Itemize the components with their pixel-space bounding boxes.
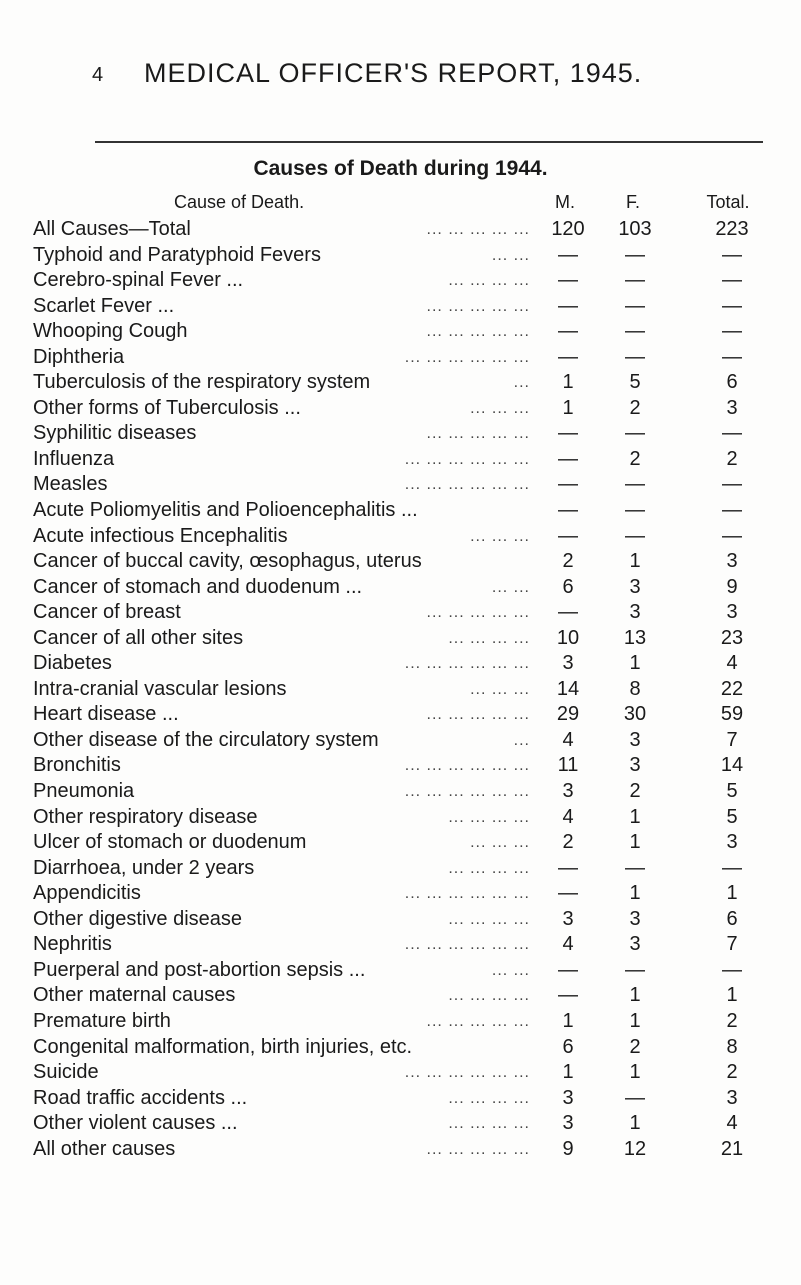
row-cause: Premature birth [33, 1009, 171, 1032]
row-male-count: 29 [556, 703, 580, 726]
row-female-count: 3 [629, 933, 641, 956]
row-male-count: 2 [562, 550, 574, 573]
row-female-count: 2 [629, 447, 641, 470]
row-male-count: 3 [562, 1112, 574, 1135]
row-cause: Cancer of stomach and duodenum ... [33, 575, 363, 598]
row-male-count: 2 [562, 831, 574, 854]
row-cause: Bronchitis [33, 754, 121, 777]
row-total-count: 6 [726, 907, 738, 930]
row-leader-dots: ... ... ... ... ... ... [404, 936, 530, 954]
row-female-count: — [625, 856, 645, 879]
row-total-count: — [722, 243, 742, 266]
row-cause: Typhoid and Paratyphoid Fevers [33, 243, 321, 266]
row-female-count: — [625, 320, 645, 343]
row-male-count: 14 [556, 677, 580, 700]
row-total-count: 5 [726, 805, 738, 828]
row-total-count: 223 [715, 218, 749, 240]
row-total-count: — [722, 856, 742, 879]
row-total-count: 1 [726, 984, 738, 1007]
row-cause: Syphilitic diseases [33, 422, 197, 445]
row-leader-dots: ... ... ... ... [448, 910, 530, 928]
row-cause: Scarlet Fever ... [33, 294, 175, 317]
row-male-count: 120 [551, 218, 585, 240]
table-row [0, 345, 801, 371]
row-male-count: 9 [562, 1137, 574, 1160]
row-total-count: 6 [726, 371, 738, 394]
table-row [0, 830, 801, 856]
table-row [0, 881, 801, 907]
row-cause: Acute Poliomyelitis and Polioencephalitis ... [33, 499, 418, 522]
row-male-count: 3 [562, 907, 574, 930]
row-cause: Suicide [33, 1061, 99, 1084]
row-leader-dots: ... ... ... ... ... ... [404, 885, 530, 903]
row-leader-dots: ... ... ... ... [448, 859, 530, 877]
row-cause: Cancer of buccal cavity, œsophagus, uterus [33, 550, 422, 573]
causes-table-body [0, 217, 801, 1162]
row-leader-dots: ... ... ... ... ... [426, 604, 530, 622]
table-row [0, 549, 801, 575]
row-leader-dots: ... ... ... ... ... [426, 425, 530, 443]
row-leader-dots: ... ... ... ... ... [426, 323, 530, 341]
table-row [0, 677, 801, 703]
row-female-count: 5 [629, 371, 641, 394]
row-leader-dots: ... ... ... ... ... [426, 1012, 530, 1030]
row-female-count: 13 [623, 626, 647, 649]
table-row [0, 1035, 801, 1061]
row-female-count: 2 [629, 396, 641, 419]
row-leader-dots: ... ... ... [470, 680, 530, 698]
row-male-count: 4 [562, 933, 574, 956]
row-cause: Other violent causes ... [33, 1112, 238, 1135]
row-leader-dots: ... ... ... ... ... ... [404, 783, 530, 801]
row-total-count: 7 [726, 728, 738, 751]
row-female-count: — [625, 345, 645, 368]
row-leader-dots: ... ... ... ... ... [426, 1140, 530, 1158]
row-leader-dots: ... ... ... [470, 834, 530, 852]
row-cause: Other respiratory disease [33, 805, 258, 828]
row-leader-dots: ... ... ... ... ... ... [404, 1064, 530, 1082]
row-cause: Road traffic accidents ... [33, 1086, 248, 1109]
row-male-count: 1 [562, 1061, 574, 1084]
row-total-count: 23 [720, 626, 744, 649]
table-row [0, 805, 801, 831]
row-male-count: 10 [556, 626, 580, 649]
row-male-count: — [558, 473, 578, 496]
table-row [0, 1111, 801, 1137]
row-leader-dots: ... ... ... ... [448, 808, 530, 826]
row-male-count: — [558, 269, 578, 292]
table-row [0, 626, 801, 652]
row-female-count: 3 [629, 907, 641, 930]
row-cause: Other maternal causes [33, 984, 236, 1007]
row-leader-dots: ... ... ... ... ... ... [404, 348, 530, 366]
row-leader-dots: ... ... ... [470, 527, 530, 545]
row-cause: All other causes [33, 1137, 176, 1160]
row-male-count: 6 [562, 575, 574, 598]
row-cause: Tuberculosis of the respiratory system [33, 371, 371, 394]
row-leader-dots: ... ... [491, 578, 530, 596]
row-male-count: 3 [562, 780, 574, 803]
row-leader-dots: ... ... ... ... [448, 629, 530, 647]
row-total-count: — [722, 345, 742, 368]
row-cause: Heart disease ... [33, 703, 179, 726]
row-female-count: 3 [629, 575, 641, 598]
table-row [0, 217, 801, 243]
row-male-count: — [558, 243, 578, 266]
table-row [0, 779, 801, 805]
row-female-count: — [625, 1086, 645, 1109]
table-row [0, 268, 801, 294]
row-total-count: — [722, 473, 742, 496]
row-male-count: — [558, 984, 578, 1007]
table-row [0, 472, 801, 498]
row-leader-dots: ... [513, 374, 530, 392]
table-row [0, 600, 801, 626]
row-cause: Other disease of the circulatory system [33, 728, 379, 751]
page-number: 4 [92, 64, 104, 86]
row-total-count: — [722, 294, 742, 317]
row-cause: Intra-cranial vascular lesions [33, 677, 287, 700]
row-female-count: 12 [623, 1137, 647, 1160]
row-cause: Appendicitis [33, 882, 141, 905]
row-cause: Diarrhoea, under 2 years [33, 856, 255, 879]
table-header-row [0, 192, 801, 216]
row-female-count: 3 [629, 728, 641, 751]
row-total-count: — [722, 958, 742, 981]
table-row [0, 728, 801, 754]
row-cause: Whooping Cough [33, 320, 188, 343]
table-row [0, 958, 801, 984]
row-male-count: 6 [562, 1035, 574, 1058]
row-male-count: — [558, 345, 578, 368]
row-female-count: 3 [629, 601, 641, 624]
row-male-count: — [558, 958, 578, 981]
table-row [0, 370, 801, 396]
row-cause: Influenza [33, 447, 115, 470]
row-cause: All Causes—Total [33, 218, 191, 240]
row-cause: Congenital malformation, birth injuries, etc. [33, 1035, 413, 1058]
row-cause: Diphtheria [33, 345, 125, 368]
table-row [0, 1086, 801, 1112]
row-female-count: — [625, 958, 645, 981]
row-total-count: 21 [720, 1137, 744, 1160]
row-total-count: 59 [720, 703, 744, 726]
row-female-count: 3 [629, 754, 641, 777]
row-leader-dots: ... ... ... ... [448, 987, 530, 1005]
row-leader-dots: ... ... ... [470, 399, 530, 417]
row-male-count: — [558, 320, 578, 343]
row-total-count: 3 [726, 601, 738, 624]
table-row [0, 1009, 801, 1035]
row-male-count: 1 [562, 371, 574, 394]
row-male-count: 1 [562, 396, 574, 419]
table-row [0, 983, 801, 1009]
row-total-count: 3 [726, 1086, 738, 1109]
table-row [0, 294, 801, 320]
table-row [0, 856, 801, 882]
row-female-count: — [625, 499, 645, 522]
row-female-count: 2 [629, 780, 641, 803]
table-row [0, 702, 801, 728]
row-female-count: 1 [629, 984, 641, 1007]
row-male-count: — [558, 499, 578, 522]
row-female-count: 1 [629, 882, 641, 905]
row-leader-dots: ... ... [491, 246, 530, 264]
row-total-count: — [722, 524, 742, 547]
row-leader-dots: ... ... ... ... ... ... [404, 476, 530, 494]
table-row [0, 421, 801, 447]
row-female-count: — [625, 294, 645, 317]
row-total-count: 2 [726, 1009, 738, 1032]
row-leader-dots: ... [513, 731, 530, 749]
row-total-count: — [722, 320, 742, 343]
row-female-count: 103 [618, 218, 652, 240]
row-female-count: 1 [629, 805, 641, 828]
header-cause: Cause of Death. [174, 192, 305, 212]
header-total: Total. [706, 192, 750, 212]
row-female-count: — [625, 269, 645, 292]
row-total-count: 14 [720, 754, 744, 777]
row-total-count: 3 [726, 396, 738, 419]
row-male-count: — [558, 856, 578, 879]
header-male: M. [555, 192, 575, 212]
table-row [0, 1060, 801, 1086]
row-total-count: — [722, 269, 742, 292]
table-row [0, 575, 801, 601]
table-row [0, 243, 801, 269]
row-cause: Other forms of Tuberculosis ... [33, 396, 301, 419]
row-male-count: — [558, 882, 578, 905]
row-female-count: — [625, 524, 645, 547]
row-male-count: — [558, 447, 578, 470]
row-male-count: 11 [557, 754, 579, 777]
row-cause: Cerebro-spinal Fever ... [33, 269, 244, 292]
row-cause: Cancer of breast [33, 601, 181, 624]
row-female-count: 1 [629, 550, 641, 573]
table-row [0, 396, 801, 422]
table-row [0, 651, 801, 677]
row-total-count: 22 [720, 677, 744, 700]
row-cause: Puerperal and post-abortion sepsis ... [33, 958, 366, 981]
row-cause: Acute infectious Encephalitis [33, 524, 288, 547]
row-female-count: 1 [629, 831, 641, 854]
row-total-count: 2 [726, 1061, 738, 1084]
row-cause: Pneumonia [33, 780, 135, 803]
row-leader-dots: ... ... ... ... ... ... [404, 655, 530, 673]
row-male-count: — [558, 422, 578, 445]
row-leader-dots: ... ... ... ... ... ... [404, 450, 530, 468]
row-total-count: 3 [726, 550, 738, 573]
row-total-count: 5 [726, 780, 738, 803]
row-male-count: — [558, 524, 578, 547]
row-male-count: 4 [562, 728, 574, 751]
row-total-count: 2 [726, 447, 738, 470]
row-female-count: — [625, 243, 645, 266]
row-cause: Measles [33, 473, 108, 496]
row-female-count: 2 [629, 1035, 641, 1058]
table-title: Causes of Death during 1944. [253, 157, 548, 180]
row-cause: Other digestive disease [33, 907, 243, 930]
row-cause: Nephritis [33, 933, 112, 956]
row-male-count: — [558, 601, 578, 624]
row-male-count: 4 [562, 805, 574, 828]
table-row [0, 447, 801, 473]
table-row [0, 1137, 801, 1163]
table-row [0, 524, 801, 550]
row-leader-dots: ... ... ... ... ... ... [404, 757, 530, 775]
header-female: F. [625, 192, 640, 212]
row-female-count: 8 [629, 677, 641, 700]
row-leader-dots: ... ... ... ... [448, 1115, 530, 1133]
row-female-count: — [625, 473, 645, 496]
row-total-count: 1 [726, 882, 738, 905]
row-female-count: 1 [629, 1112, 641, 1135]
row-leader-dots: ... ... ... ... ... [426, 297, 530, 315]
row-total-count: 8 [726, 1035, 738, 1058]
running-head: MEDICAL OFFICER'S REPORT, 1945. [144, 58, 643, 88]
row-leader-dots: ... ... ... ... [448, 272, 530, 290]
row-male-count: 3 [562, 652, 574, 675]
row-leader-dots: ... ... ... ... ... [426, 221, 530, 238]
table-row [0, 753, 801, 779]
table-row [0, 932, 801, 958]
row-female-count: 30 [623, 703, 647, 726]
row-female-count: 1 [629, 652, 641, 675]
row-male-count: 1 [562, 1009, 574, 1032]
row-total-count: 3 [726, 831, 738, 854]
row-cause: Cancer of all other sites [33, 626, 244, 649]
row-total-count: 7 [726, 933, 738, 956]
row-female-count: — [625, 422, 645, 445]
table-row [0, 319, 801, 345]
row-total-count: 4 [726, 652, 738, 675]
row-male-count: 3 [562, 1086, 574, 1109]
row-total-count: 9 [726, 575, 738, 598]
row-cause: Diabetes [33, 652, 112, 675]
row-leader-dots: ... ... [491, 961, 530, 979]
row-total-count: — [722, 499, 742, 522]
row-leader-dots: ... ... ... ... ... [426, 706, 530, 724]
row-male-count: — [558, 294, 578, 317]
row-female-count: 1 [629, 1009, 641, 1032]
header-rule [95, 141, 763, 143]
row-cause: Ulcer of stomach or duodenum [33, 831, 307, 854]
table-row [0, 498, 801, 524]
row-total-count: — [722, 422, 742, 445]
row-female-count: 1 [629, 1061, 641, 1084]
table-row [0, 907, 801, 933]
row-total-count: 4 [726, 1112, 738, 1135]
row-leader-dots: ... ... ... ... [448, 1089, 530, 1107]
